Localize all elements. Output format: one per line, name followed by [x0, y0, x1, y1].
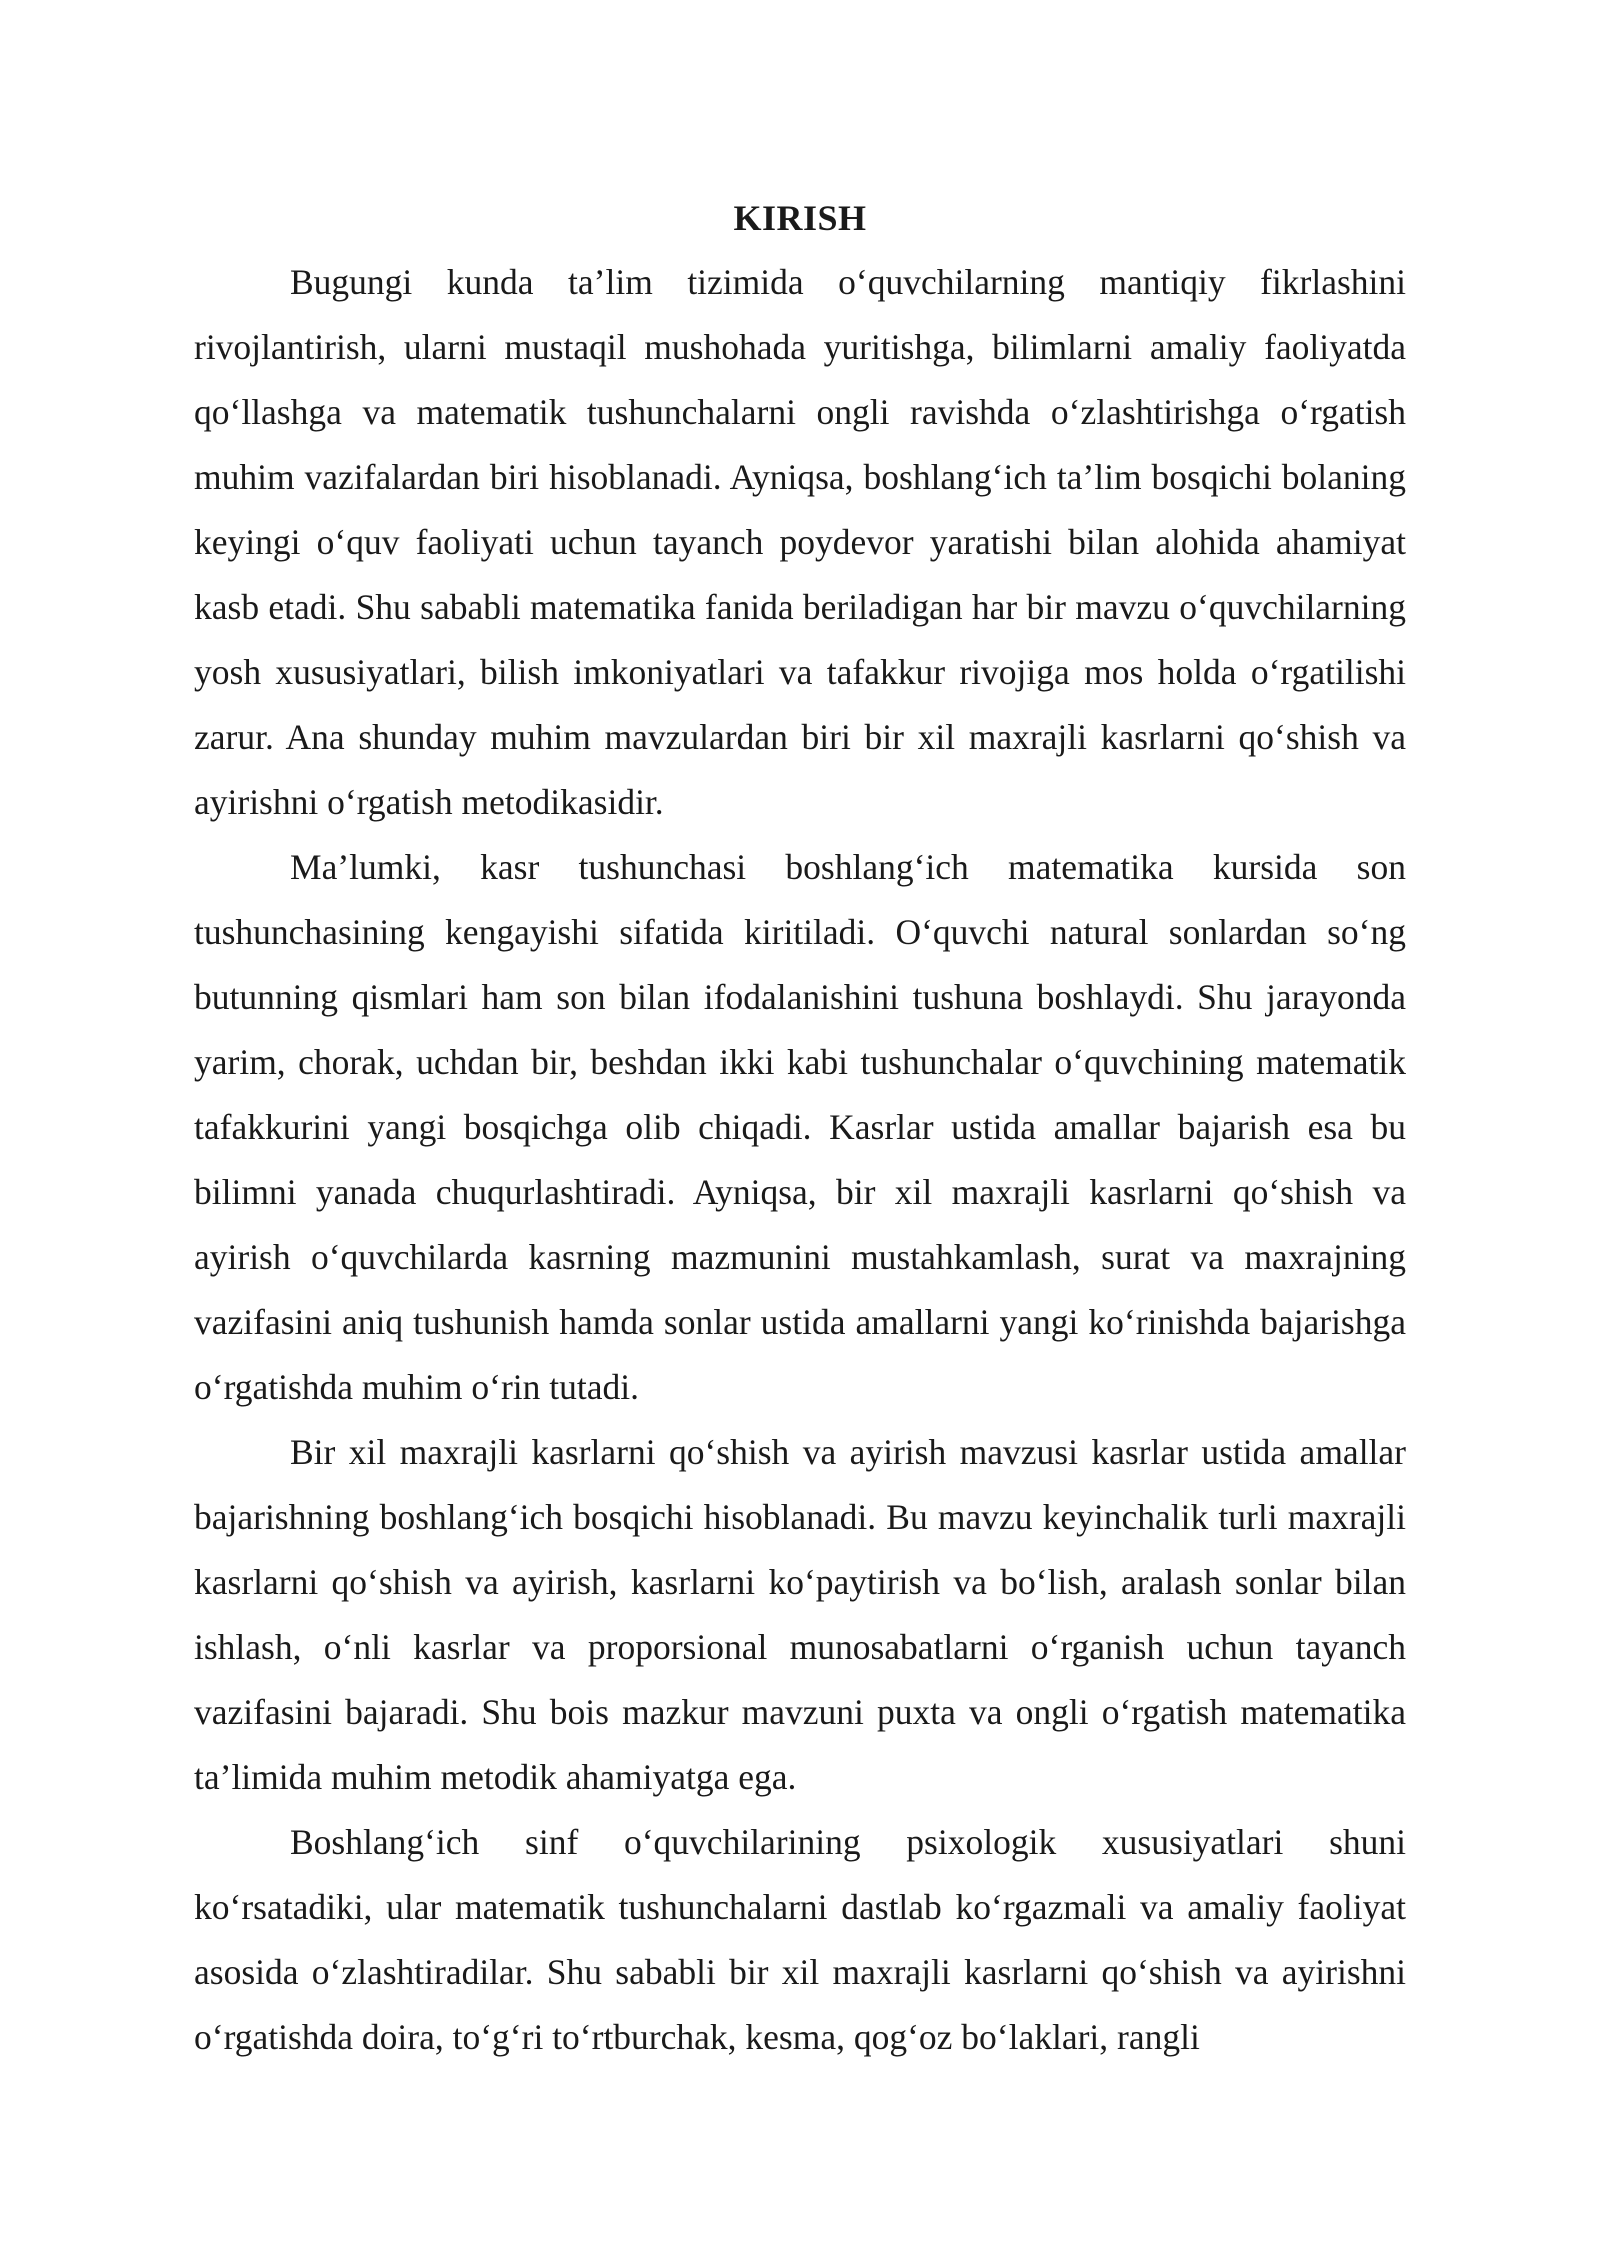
paragraph-2: Ma’lumki, kasr tushunchasi boshlang‘ich matematika kursida son tushunchasining kengayishi sifatida kiritiladi. O‘quvchi natural sonlardan so‘ng butunning qismlari ham son bilan ifodalanishini tushuna boshlaydi. Shu jarayonda yarim, chorak, uchdan bir, beshdan ikki kabi tushunchalar o‘quvchining matematik tafakkurini yangi bosqichga olib chiqadi. Kasrlar ustida amallar bajarish esa bu bilimni yanada chuqurlashtiradi. Ayniqsa, bir xil maxrajli kasrlarni qo‘shish va ayirish o‘quvchilarda kasrning mazmunini mustahkamlash, surat va maxrajning vazifasini aniq tushunish hamda sonlar ustida amallarni yangi ko‘rinishda bajarishga o‘rgatishda muhim o‘rin tutadi. [194, 847, 1406, 1407]
paragraph-1: Bugungi kunda ta’lim tizimida o‘quvchilarning mantiqiy fikrlashini rivojlantirish, ularni mustaqil mushohada yuritishga, bilimlarni amaliy faoliyatda qo‘llashga va matematik tushunchalarni ongli ravishda o‘zlashtirishga o‘rgatish muhim vazifalardan biri hisoblanadi. Ayniqsa, boshlang‘ich ta’lim bosqichi bolaning keyingi o‘quv faoliyati uchun tayanch poydevor yaratishi bilan alohida ahamiyat kasb etadi. Shu sababli matematika fanida beriladigan har bir mavzu o‘quvchilarning yosh xususiyatlari, bilish imkoniyatlari va tafakkur rivojiga mos holda o‘rgatilishi zarur. Ana shunday muhim mavzulardan biri bir xil maxrajli kasrlarni qo‘shish va ayirishni o‘rgatish metodikasidir. [194, 262, 1406, 822]
section-heading: KIRISH [733, 198, 867, 238]
paragraph-4: Boshlang‘ich sinf o‘quvchilarining psixologik xususiyatlari shuni ko‘rsatadiki, ular matematik tushunchalarni dastlab ko‘rgazmali va amaliy faoliyat asosida o‘zlashtiradilar. Shu sababli bir xil maxrajli kasrlarni qo‘shish va ayirishni o‘rgatishda doira, to‘g‘ri to‘rtburchak, kesma, qog‘oz bo‘laklari, rangli [194, 1822, 1406, 2057]
document-body [194, 188, 1406, 2070]
paragraph-3: Bir xil maxrajli kasrlarni qo‘shish va ayirish mavzusi kasrlar ustida amallar bajarishning boshlang‘ich bosqichi hisoblanadi. Bu mavzu keyinchalik turli maxrajli kasrlarni qo‘shish va ayirish, kasrlarni ko‘paytirish va bo‘lish, aralash sonlar bilan ishlash, o‘nli kasrlar va proporsional munosabatlarni o‘rganish uchun tayanch vazifasini bajaradi. Shu bois mazkur mavzuni puxta va ongli o‘rgatish matematika ta’limida muhim metodik ahamiyatga ega. [194, 1432, 1406, 1797]
